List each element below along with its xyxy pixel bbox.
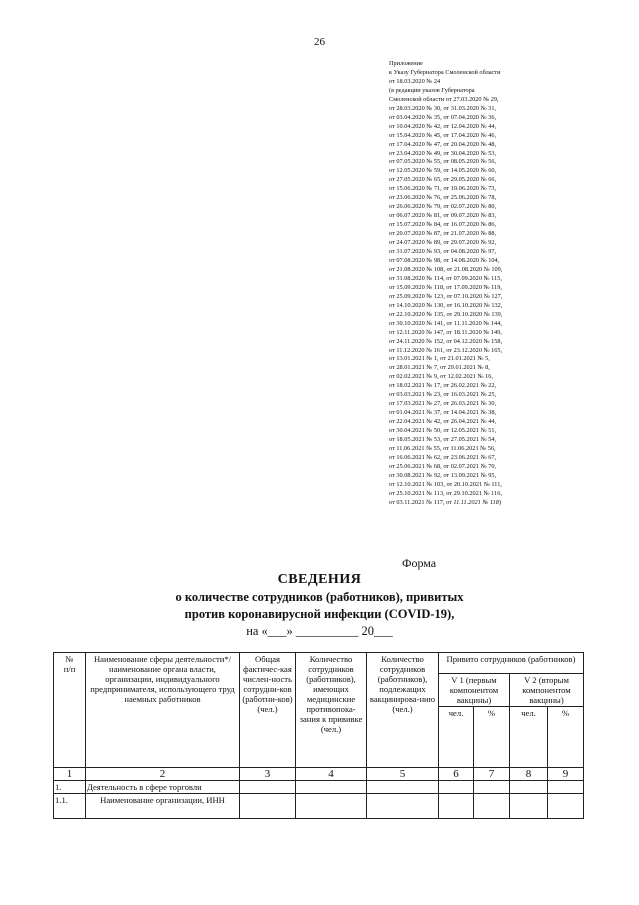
amendment-line: от 15.07.2020 № 84, от 16.07.2020 № 86, — [389, 221, 497, 229]
cell-v2-chel[interactable] — [510, 794, 548, 819]
amendment-line: от 18.02.2021 № 17, от 26.02.2021 № 22, — [389, 382, 497, 390]
header-v2-text: V 2 (вторым компонентом вакцины) — [522, 675, 571, 705]
amendment-line: от 01.04.2021 № 37, от 14.04.2021 № 38, — [389, 409, 497, 417]
header-contraindications — [296, 653, 367, 768]
amendment-line: от 02.02.2021 № 9, от 12.02.2021 № 16, — [389, 373, 493, 381]
colnum-2: 2 — [86, 768, 240, 781]
header-name-text: Наименование сферы деятельности*/наименование органа власти, организации, индивидуального предпринимателя, использующего труд наемных работников — [90, 654, 235, 704]
amendment-line: от 17.04.2020 № 47, от 20.04.2020 № 48, — [389, 140, 497, 148]
amendment-last-suffix: ) — [498, 498, 501, 506]
amendment-line: от 12.05.2020 № 59, от 14.05.2020 № 60, — [389, 167, 497, 175]
cell-v1-chel[interactable] — [439, 781, 474, 794]
amendment-line: от 28.01.2021 № 7, от 29.01.2021 № 8, — [389, 364, 490, 372]
amendment-line: от 24.07.2020 № 89, от 29.07.2020 № 92, — [389, 239, 497, 247]
amendment-line: от 23.04.2020 № 49, от 30.04.2020 № 53, — [389, 149, 497, 157]
amendment-line: от 25.06.2021 № 68, от 02.07.2021 № 70, — [389, 462, 497, 470]
amendment-line: от 27.05.2020 № 65, от 29.05.2020 № 66, — [389, 176, 497, 184]
amendment-line: от 12.11.2020 № 147, от 18.11.2020 № 149, — [389, 328, 502, 336]
colnum-4: 4 — [296, 768, 367, 781]
amendment-line: от 23.06.2020 № 76, от 25.06.2020 № 78, — [389, 194, 497, 202]
row-number: 1.1. — [54, 794, 86, 819]
amendment-line: от 17.03.2021 № 27, от 26.03.2021 № 30, — [389, 400, 497, 408]
header-name — [86, 653, 240, 768]
amendment-line: от 11.12.2020 № 161, от 23.12.2020 № 165, — [389, 346, 503, 354]
report-date-line: на «___» __________ 20___ — [246, 624, 393, 638]
header-number-text: № п/п — [63, 654, 76, 674]
cell-to-vaccinate[interactable] — [367, 794, 439, 819]
amendment-line: от 21.08.2020 № 108, от 21.08.2020 № 109, — [389, 265, 503, 273]
colnum-8: 8 — [510, 768, 548, 781]
row-name: Деятельность в сфере торговли — [86, 781, 240, 794]
colnum-7: 7 — [474, 768, 510, 781]
colnum-1: 1 — [54, 768, 86, 781]
header-number — [54, 653, 86, 768]
form-label: Форма — [402, 556, 437, 570]
amendment-line: от 03.03.2021 № 23, от 16.03.2021 № 25, — [389, 391, 497, 399]
header-total-text: Общая фактичес-кая числен-ность сотрудни-ков (работни-ков) (чел.) — [242, 654, 293, 714]
header-v2-chel: чел. — [510, 707, 548, 768]
amendment-line: от 30.04.2021 № 50, от 12.05.2021 № 51, — [389, 427, 497, 435]
cell-v2-chel[interactable] — [510, 781, 548, 794]
header-v1 — [439, 674, 510, 707]
header-vaccinated — [439, 653, 584, 674]
header-contraindications-text: Количество сотрудников (работников), имеющих медицинские противопока-зания к прививке (чел.) — [299, 654, 363, 734]
document-title: СВЕДЕНИЯ — [277, 572, 362, 587]
colnum-9: 9 — [548, 768, 584, 781]
appendix-line: Приложение — [389, 60, 423, 67]
cell-total[interactable] — [240, 781, 296, 794]
amendment-line: от 22.10.2020 № 135, от 29.10.2020 № 139, — [389, 310, 503, 318]
colnum-5: 5 — [367, 768, 439, 781]
amendment-line: от 25.09.2020 № 123, от 07.10.2020 № 127, — [389, 292, 503, 300]
table-row — [54, 781, 584, 794]
amendment-line: от 16.06.2021 № 62, от 23.06.2021 № 67, — [389, 453, 497, 461]
amendment-line: от 26.06.2020 № 79, от 02.07.2020 № 80, — [389, 203, 497, 211]
header-v2 — [510, 674, 584, 707]
page-number: 26 — [314, 36, 325, 48]
appendix-line: Смоленской области от 27.03.2020 № 29, — [389, 95, 499, 103]
handwritten-amendment: 11.11.2021 № 118 — [453, 498, 499, 506]
vaccination-form-table — [53, 652, 584, 819]
cell-contraindications[interactable] — [296, 781, 367, 794]
amendment-line: от 20.07.2020 № 87, от 21.07.2020 № 88, — [389, 230, 497, 238]
appendix-header — [389, 60, 624, 508]
header-vaccinated-text: Привито сотрудников (работников) — [446, 654, 576, 664]
amendment-line: от 10.04.2020 № 42, от 12.04.2020 № 44, — [389, 122, 497, 130]
header-row-1 — [54, 653, 584, 674]
amendment-line: от 18.05.2021 № 53, от 27.05.2021 № 54, — [389, 436, 497, 444]
header-total — [240, 653, 296, 768]
amendment-line: от 06.07.2020 № 81, от 09.07.2020 № 83, — [389, 212, 497, 220]
header-v2-pct: % — [548, 707, 584, 768]
header-to-vaccinate — [367, 653, 439, 768]
cell-v1-chel[interactable] — [439, 794, 474, 819]
cell-contraindications[interactable] — [296, 794, 367, 819]
table-row — [54, 794, 584, 819]
appendix-line: к Указу Губернатора Смоленской области — [389, 68, 501, 76]
amendment-line: от 12.10.2021 № 103, от 20.10.2021 № 111, — [389, 480, 502, 488]
appendix-line: от 18.03.2020 № 24 — [389, 77, 441, 85]
cell-v1-pct[interactable] — [474, 781, 510, 794]
amendment-line: от 31.07.2020 № 93, от 04.08.2020 № 97, — [389, 248, 497, 256]
amendment-line: от 30.08.2021 № 92, от 13.09.2021 № 95, — [389, 471, 497, 479]
amendment-line: от 11.06.2021 № 55, от 11.06.2021 № 56, — [389, 444, 496, 452]
cell-v2-pct[interactable] — [548, 794, 584, 819]
amendment-line: от 07.08.2020 № 98, от 14.08.2020 № 104, — [389, 256, 500, 264]
document-subtitle-line1: о количестве сотрудников (работников), привитых — [175, 590, 464, 604]
row-name: Наименование организации, ИНН — [86, 794, 240, 819]
amendment-last-line — [389, 499, 624, 508]
amendment-line: от 31.08.2020 № 114, от 07.09.2020 № 115, — [389, 274, 502, 282]
amendment-line: от 07.05.2020 № 55, от 08.05.2020 № 56, — [389, 158, 497, 166]
colnum-6: 6 — [439, 768, 474, 781]
cell-total[interactable] — [240, 794, 296, 819]
amendment-last-prefix: от 03.11.2021 № 117, от — [389, 498, 454, 506]
amendment-line: от 15.04.2020 № 45, от 17.04.2020 № 46, — [389, 131, 497, 139]
amendment-line: от 03.04.2020 № 35, от 07.04.2020 № 36, — [389, 113, 497, 121]
header-v1-pct: % — [474, 707, 510, 768]
amendment-line: от 24.11.2020 № 152, от 04.12.2020 № 158, — [389, 337, 503, 345]
appendix-line: (в редакции указов Губернатора — [389, 86, 475, 94]
amendment-line: от 14.10.2020 № 130, от 16.10.2020 № 132, — [389, 301, 503, 309]
row-number: 1. — [54, 781, 86, 794]
header-v1-chel: чел. — [439, 707, 474, 768]
header-v1-text: V 1 (первым компонентом вакцины) — [449, 675, 499, 705]
amendment-line: от 25.10.2021 № 113, от 29.10.2021 № 116, — [389, 489, 502, 497]
amendment-list — [389, 105, 624, 499]
appendix-title-block — [389, 60, 624, 105]
column-number-row — [54, 768, 584, 781]
header-to-vaccinate-text: Количество сотрудников (работников), подлежащих вакцинирова-нию (чел.) — [369, 654, 436, 714]
document-subtitle-line2: против коронавирусной инфекции (COVID-19), — [184, 607, 455, 621]
cell-to-vaccinate[interactable] — [367, 781, 439, 794]
colnum-3: 3 — [240, 768, 296, 781]
amendment-line: от 15.06.2020 № 71, от 19.06.2020 № 73, — [389, 185, 497, 193]
amendment-line: от 28.03.2020 № 30, от 31.03.2020 № 31, — [389, 104, 497, 112]
amendment-line: от 22.04.2021 № 42, от 26.04.2021 № 44, — [389, 418, 497, 426]
cell-v2-pct[interactable] — [548, 781, 584, 794]
cell-v1-pct[interactable] — [474, 794, 510, 819]
amendment-line: от 30.10.2020 № 141, от 11.11.2020 № 144, — [389, 319, 502, 327]
amendment-line: от 13.01.2021 № 1, от 21.01.2021 № 5, — [389, 355, 490, 363]
amendment-line: от 15.09.2020 № 118, от 17.09.2020 № 119, — [389, 283, 502, 291]
